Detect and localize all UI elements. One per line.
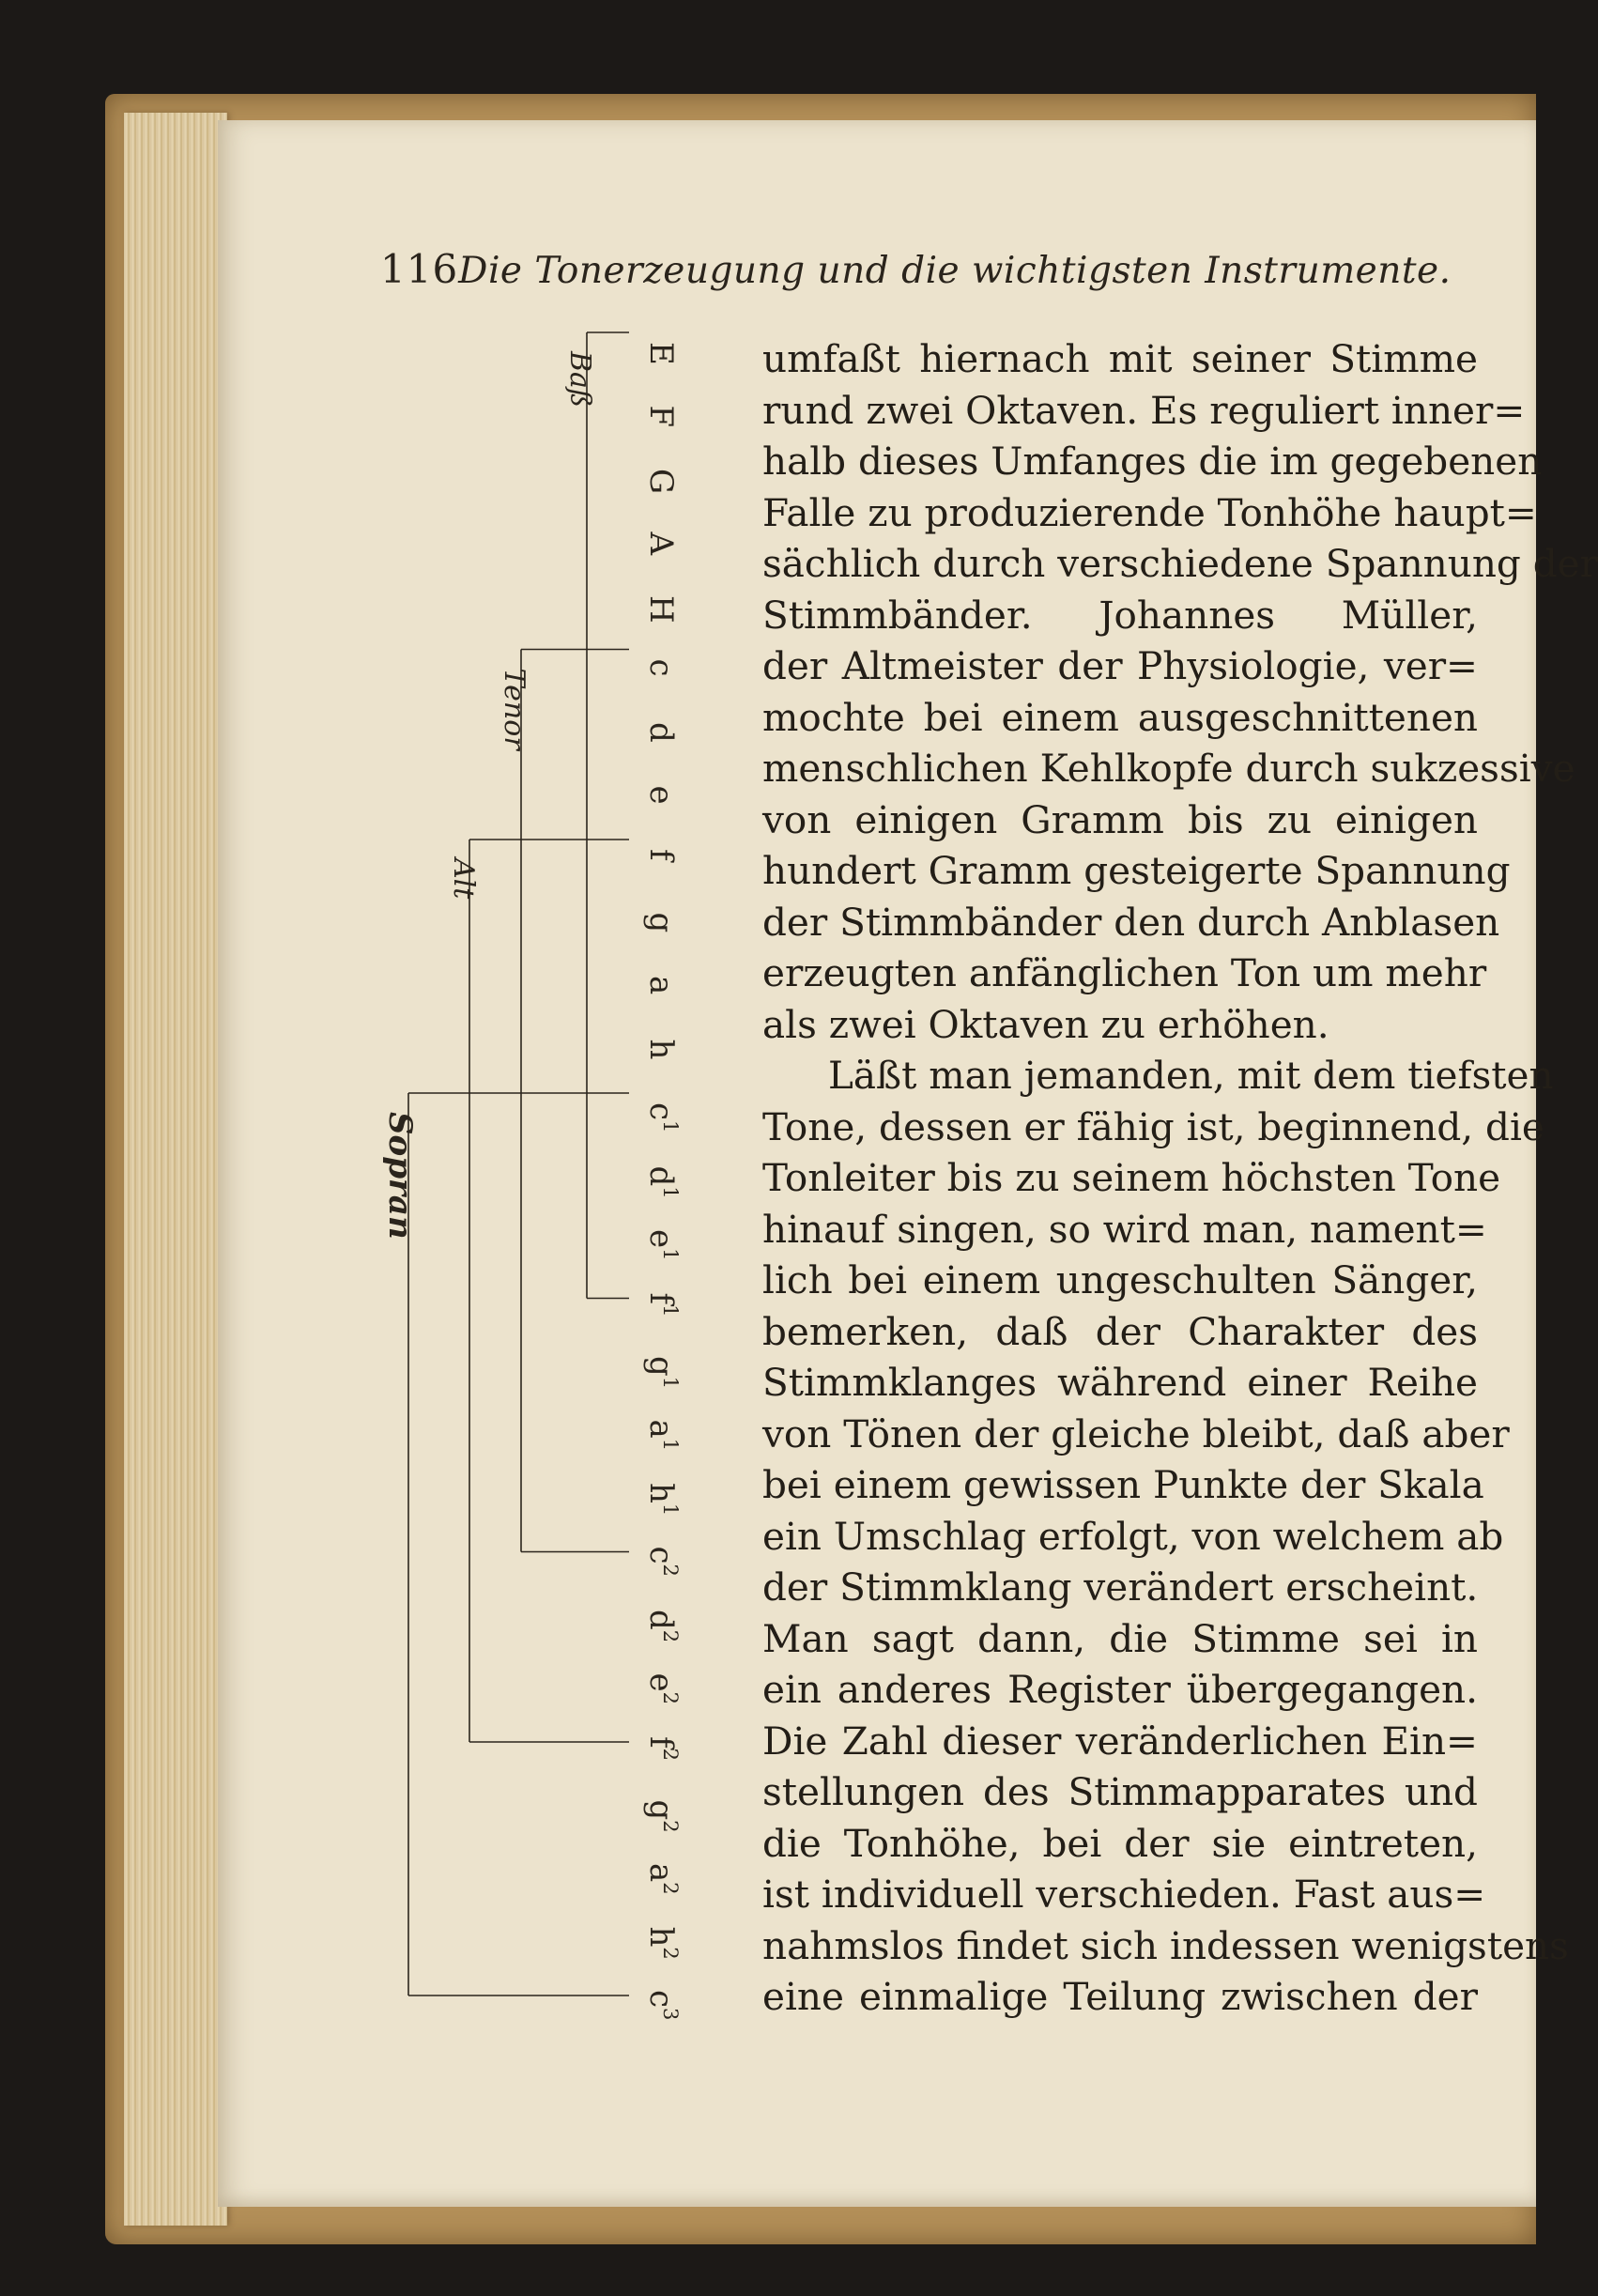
note-octave-mark: 3 — [659, 2008, 682, 2021]
note-label: $c^2$ — [642, 1546, 682, 1577]
note-label: c — [642, 658, 680, 677]
voice-label: Sopran — [381, 1112, 419, 1240]
voice-label: Baß — [563, 351, 596, 408]
text-line: die Tonhöhe, bei der sie eintreten, — [762, 1820, 1478, 1866]
text-line: als zwei Oktaven zu erhöhen. — [762, 1001, 1329, 1047]
text-line: der Altmeister der Physiologie, ver= — [762, 643, 1478, 688]
note-label: $c^3$ — [642, 1990, 682, 2021]
note-label: H — [642, 595, 680, 624]
note-label: $e^2$ — [642, 1672, 682, 1704]
text-line: Die Zahl dieser veränderlichen Ein= — [762, 1718, 1478, 1764]
note-label: f — [642, 849, 680, 861]
text-line: umfaßt hiernach mit seiner Stimme — [762, 336, 1478, 381]
text-line: rund zwei Oktaven. Es reguliert inner= — [762, 387, 1526, 433]
text-line: von einigen Gramm bis zu einigen — [762, 796, 1478, 842]
text-line: ist individuell verschieden. Fast aus= — [762, 1872, 1486, 1917]
note-label: $g^1$ — [642, 1356, 682, 1390]
text-line: sächlich durch verschiedene Spannung der — [762, 541, 1598, 586]
note-label: $d^2$ — [642, 1610, 682, 1643]
note-octave-mark: 1 — [659, 1248, 682, 1261]
note-octave-mark: 2 — [659, 1820, 682, 1833]
note-label: $a^1$ — [642, 1419, 682, 1452]
text-line: lich bei einem ungeschulten Sänger, — [762, 1257, 1478, 1302]
text-line: Stimmbänder. Johannes Müller, — [762, 592, 1478, 638]
page-number: 116 — [380, 246, 459, 292]
note-octave-mark: 2 — [659, 1882, 682, 1895]
page-header — [380, 246, 1452, 302]
note-label: $e^1$ — [642, 1229, 682, 1261]
text-line: erzeugten anfänglichen Ton um mehr — [762, 950, 1487, 995]
note-label: $f^2$ — [642, 1736, 682, 1761]
text-line: mochte bei einem ausgeschnittenen — [762, 694, 1478, 740]
note-octave-mark: 1 — [659, 1304, 682, 1318]
text-line: Läßt man jemanden, mit dem tiefsten — [828, 1053, 1554, 1098]
note-label: F — [642, 405, 680, 428]
note-label: $d^1$ — [642, 1165, 682, 1199]
body-text — [762, 333, 1598, 2033]
note-label: G — [642, 469, 680, 495]
note-octave-mark: 2 — [659, 1691, 682, 1704]
text-line: Tone, dessen er fähig ist, beginnend, die — [762, 1103, 1544, 1149]
page-edges — [124, 113, 227, 2226]
note-octave-mark: 1 — [659, 1438, 682, 1452]
note-label: a — [642, 976, 680, 995]
note-label: e — [642, 785, 680, 805]
text-line: nahmslos findet sich indessen wenigstens — [762, 1922, 1569, 1968]
note-octave-mark: 2 — [659, 1947, 682, 1960]
note-label: $h^1$ — [642, 1483, 682, 1517]
text-line: hundert Gramm gesteigerte Spannung — [762, 848, 1511, 893]
text-line: Stimmklanges während einer Reihe — [762, 1360, 1478, 1405]
note-label: $a^2$ — [642, 1863, 682, 1895]
note-label: A — [642, 532, 680, 556]
note-label: $g^2$ — [642, 1799, 682, 1833]
text-line: stellungen des Stimmapparates und — [762, 1769, 1478, 1814]
note-label: E — [642, 342, 680, 365]
voice-range-svg — [357, 319, 682, 2047]
note-octave-mark: 2 — [659, 1748, 682, 1761]
note-label: d — [642, 722, 680, 743]
text-line: bei einem gewissen Punkte der Skala — [762, 1462, 1484, 1507]
text-line: der Stimmbänder den durch Anblasen — [762, 899, 1500, 945]
note-octave-mark: 1 — [659, 1186, 682, 1199]
text-line: der Stimmklang verändert erscheint. — [762, 1564, 1479, 1610]
note-octave-mark: 1 — [659, 1376, 682, 1390]
note-label: $c^1$ — [642, 1102, 682, 1133]
text-line: ein anderes Register übergegangen. — [762, 1667, 1478, 1712]
text-line: hinauf singen, so wird man, nament= — [762, 1206, 1487, 1252]
running-title: Die Tonerzeugung und die wichtigsten Instrumente. — [458, 250, 1452, 292]
note-octave-mark: 2 — [659, 1564, 682, 1577]
text-line: bemerken, daß der Charakter des — [762, 1308, 1478, 1354]
note-octave-mark: 1 — [659, 1120, 682, 1133]
note-octave-mark: 2 — [659, 1629, 682, 1643]
note-label: h — [642, 1039, 680, 1060]
text-line: Man sagt dann, die Stimme sei in — [762, 1615, 1478, 1661]
note-octave-mark: 1 — [659, 1502, 682, 1517]
note-label: $f^1$ — [642, 1292, 682, 1318]
text-line: von Tönen der gleiche bleibt, daß aber — [762, 1410, 1510, 1456]
text-line: menschlichen Kehlkopfe durch sukzessive — [762, 746, 1575, 791]
text-line: eine einmalige Teilung zwischen der — [762, 1974, 1478, 2019]
text-line: Falle zu produzierende Tonhöhe haupt= — [762, 489, 1537, 535]
text-line: Tonleiter bis zu seinem höchsten Tone — [762, 1155, 1501, 1200]
note-label: $h^2$ — [642, 1926, 682, 1960]
voice-label: Alt — [447, 858, 480, 900]
text-line: halb dieses Umfanges die im gegebenen — [762, 439, 1543, 484]
voice-range-diagram — [357, 319, 682, 2047]
text-line: ein Umschlag erfolgt, von welchem ab — [762, 1513, 1504, 1559]
note-label: g — [642, 912, 680, 933]
voice-label: Tenor — [498, 668, 530, 750]
